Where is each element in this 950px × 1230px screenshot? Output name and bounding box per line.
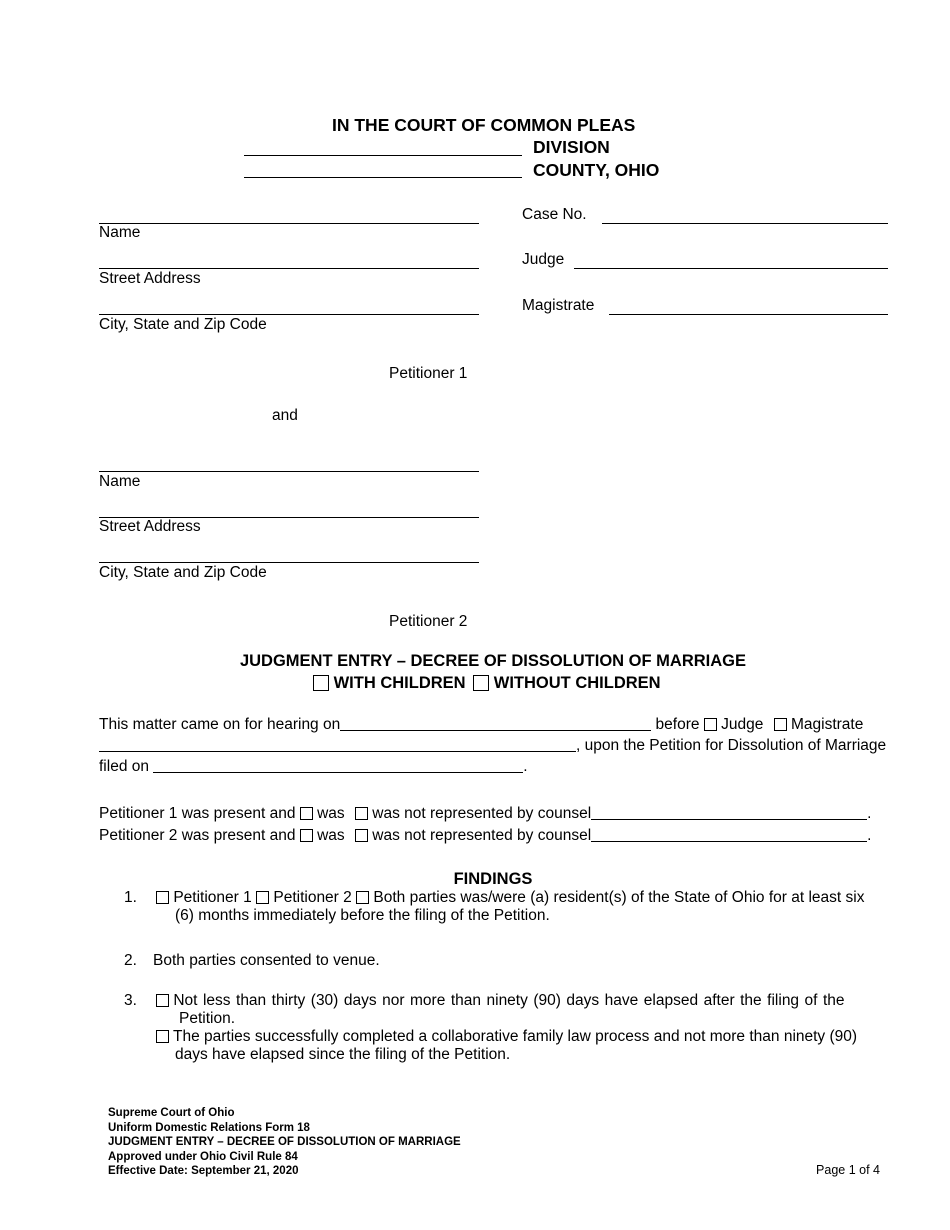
finding-3-option-a-line-2: Petition. [179,1010,236,1027]
petitioner2-present-text: Petitioner 2 was present and [99,827,296,844]
petitioner2-name-field[interactable] [99,471,479,472]
finding-1-residency-text: Both parties was/were (a) resident(s) of the State of Ohio for at least six [373,889,865,906]
hearing-judge-checkbox[interactable] [704,718,717,731]
finding-1-both-checkbox[interactable] [356,891,369,904]
petitioner1-presence-line [99,805,871,823]
petitioner2-period: . [867,827,872,844]
magistrate-field[interactable] [609,314,888,315]
petitioner2-city-field[interactable] [99,562,479,563]
petitioner1-was-not-checkbox[interactable] [355,807,368,820]
footer-block [108,1106,461,1179]
finding-1-petitioner1-checkbox[interactable] [156,891,169,904]
petitioner1-period: . [867,805,872,822]
petitioner1-name-field[interactable] [99,223,479,224]
hearing-before-text: before [655,716,700,733]
case-no-field[interactable] [602,223,888,224]
magistrate-label: Magistrate [522,297,595,314]
petitioner2-name-label: Name [99,473,141,490]
hearing-judge-label: Judge [721,716,764,733]
finding-3-option-b-checkbox[interactable] [156,1030,169,1043]
filed-on-text: filed on [99,758,149,775]
finding-2-number: 2. [124,952,137,969]
finding-1-line-1 [156,889,864,907]
footer-effective-date: Effective Date: September 21, 2020 [108,1165,299,1177]
petitioner1-street-field[interactable] [99,268,479,269]
filed-on-period: . [523,758,528,775]
without-children-label: WITHOUT CHILDREN [493,674,661,692]
finding-1-petitioner2-label: Petitioner 2 [273,889,352,906]
children-options [313,674,661,693]
court-heading: IN THE COURT OF COMMON PLEAS [332,115,636,135]
finding-1-line-2: (6) months immediately before the filing of the Petition. [175,907,550,924]
petitioner2-street-label: Street Address [99,518,201,535]
without-children-checkbox[interactable] [473,675,489,691]
petitioner2-role: Petitioner 2 [389,613,468,630]
division-blank[interactable] [244,155,522,156]
petitioner1-name-label: Name [99,224,141,241]
petitioner1-was-label: was [317,805,345,822]
footer-court: Supreme Court of Ohio [108,1107,235,1119]
finding-3-option-a-line-1 [156,992,845,1010]
division-label: DIVISION [533,137,610,157]
with-children-checkbox[interactable] [313,675,329,691]
judge-field[interactable] [574,268,888,269]
footer-form-number: Uniform Domestic Relations Form 18 [108,1121,310,1134]
hearing-magistrate-label: Magistrate [790,716,864,733]
hearing-magistrate-checkbox[interactable] [774,718,787,731]
footer-approval: Approved under Ohio Civil Rule 84 [108,1150,298,1163]
petitioner2-counsel-field[interactable] [591,827,867,842]
petitioner2-was-not-label: was not represented by counsel [372,827,592,844]
petitioner1-role: Petitioner 1 [389,365,468,382]
petitioner2-was-not-checkbox[interactable] [355,829,368,842]
hearing-date-field[interactable] [340,716,651,731]
footer-form-title: JUDGMENT ENTRY – DECREE OF DISSOLUTION OF MARRIAGE [108,1136,461,1148]
petitioner1-present-text: Petitioner 1 was present and [99,805,296,822]
filed-on-date-field[interactable] [153,758,523,773]
and-text: and [272,407,298,424]
finding-3-option-a-checkbox[interactable] [156,994,169,1007]
hearing-line-1 [99,716,863,734]
finding-3-option-b-text: The parties successfully completed a collaborative family law process and not more than ninety (90) [173,1028,858,1045]
hearing-line-2 [99,737,886,755]
petitioner1-city-label: City, State and Zip Code [99,316,267,333]
petitioner2-city-label: City, State and Zip Code [99,564,267,581]
document-title: JUDGMENT ENTRY – DECREE OF DISSOLUTION OF MARRIAGE [239,652,747,670]
county-label: COUNTY, OHIO [533,160,660,180]
case-no-label: Case No. [522,206,587,223]
finding-3-option-a-text: Not less than thirty (30) days nor more than ninety (90) days have elapsed after the filing of the [173,992,845,1009]
finding-1-petitioner2-checkbox[interactable] [256,891,269,904]
hearing-upon-petition-text: , upon the Petition for Dissolution of Marriage [576,737,887,754]
judge-label: Judge [522,251,565,268]
finding-3-option-b-line-1 [156,1028,857,1046]
petitioner2-was-label: was [317,827,345,844]
hearing-officer-name-field[interactable] [99,737,576,752]
petitioner1-city-field[interactable] [99,314,479,315]
findings-heading: FINDINGS [453,870,533,888]
hearing-came-on-text: This matter came on for hearing on [99,716,341,733]
finding-3-number: 3. [124,992,137,1009]
with-children-label: WITH CHILDREN [333,674,466,692]
finding-2-text: Both parties consented to venue. [153,952,380,969]
finding-1-petitioner1-label: Petitioner 1 [173,889,252,906]
page-number: Page 1 of 4 [816,1163,880,1177]
petitioner2-presence-line [99,827,871,845]
finding-3-option-b-line-2: days have elapsed since the filing of the Petition. [175,1046,511,1063]
county-blank[interactable] [244,177,522,178]
petitioner1-counsel-field[interactable] [591,805,867,820]
petitioner1-was-not-label: was not represented by counsel [372,805,592,822]
finding-1-number: 1. [124,889,137,906]
petitioner2-was-checkbox[interactable] [300,829,313,842]
petitioner1-was-checkbox[interactable] [300,807,313,820]
petitioner1-street-label: Street Address [99,270,201,287]
hearing-line-3 [99,758,528,776]
